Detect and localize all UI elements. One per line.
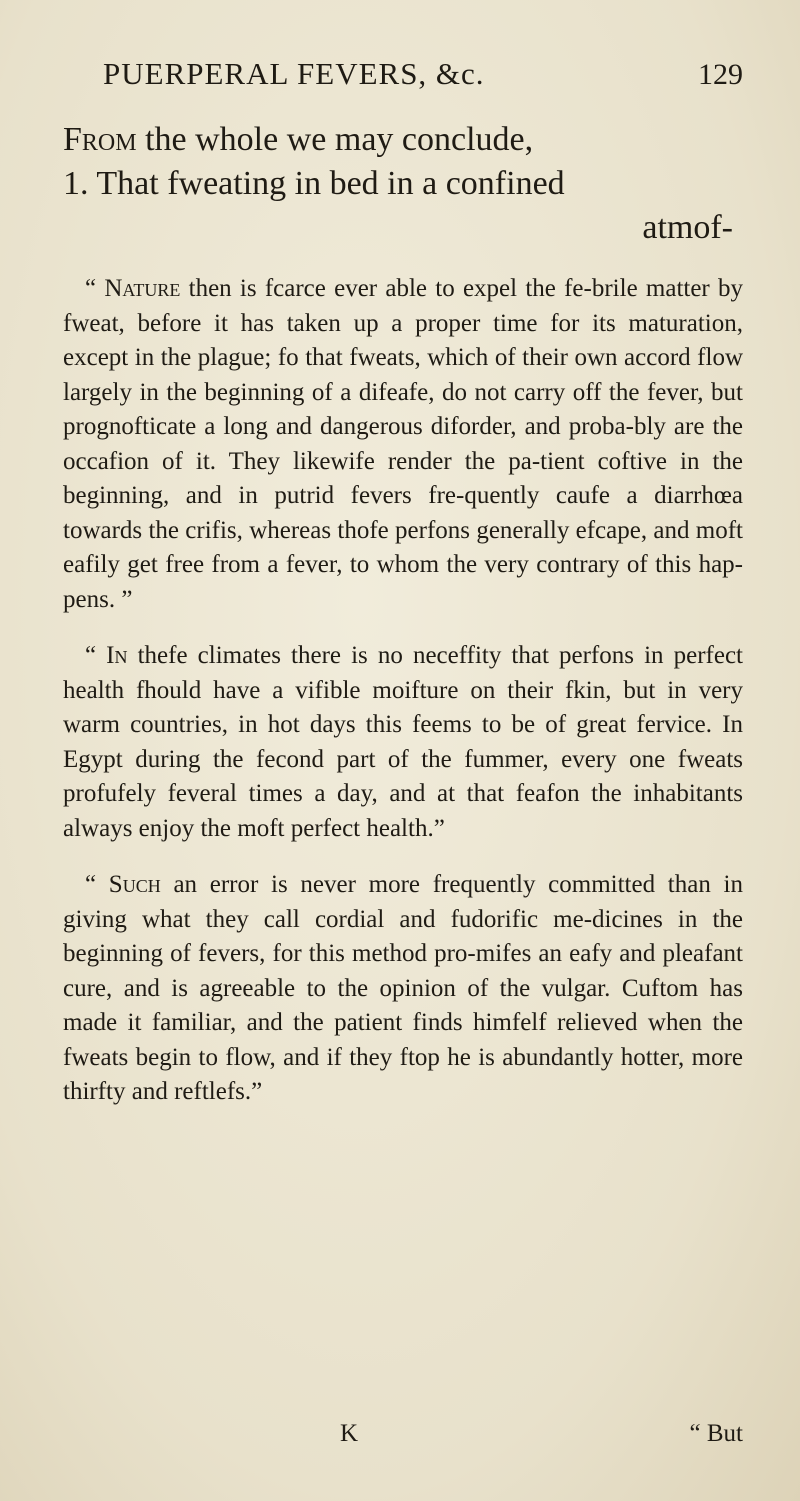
running-head (103, 56, 743, 106)
quote-lead: “ Nature (85, 275, 181, 302)
quote-text: thefe climates there is no neceffity that perfons in perfect health fhould have a vifible moifture on their fkin, but in very warm countries, in hot days this feems to be of great fervice. In Egypt during the fecond part of the fummer, every one fweats profufely feveral times a day, and at that feafon the inhabitants always enjoy the moft perfect health.” (63, 642, 744, 842)
body-text (63, 118, 743, 1110)
quote-text: then is fcarce ever able to expel the fe-brile matter by fweat, before it has taken up a proper time for its maturation, except in the plague; fo that fweats, which of their own accord flow largely in the beginning of a difeafe, do not carry off the fever, but prognofticate a long and dangerous diforder, and proba-bly are the occafion of it. They likewife render the pa-tient coftive in the beginning, and in putrid fevers fre-quently caufe a diarrhœa towards the crifis, whereas thofe perfons generally efcape, and moft eafily get free from a fever, to whom the very contrary of this hap-pens. ” (63, 275, 743, 613)
signature-mark: K (340, 1420, 359, 1447)
quote-lead: “ Such (85, 871, 161, 898)
intro-line-2: 1. That fweating in bed in a confined (63, 165, 565, 202)
quote-paragraph-error (63, 868, 743, 1110)
quote-lead: “ In (85, 642, 128, 669)
intro-line-1: the whole we may conclude, (145, 121, 534, 158)
intro-paragraph (63, 118, 743, 206)
running-title: PUERPERAL FEVERS, &c. (103, 56, 485, 91)
catchword: “ But (689, 1420, 743, 1447)
page-footer (63, 1420, 743, 1454)
intro-line-3: atmof- (642, 209, 733, 246)
quote-paragraph-climates (63, 639, 743, 846)
intro-lead-word: From (63, 121, 137, 158)
quote-paragraph-nature (63, 272, 743, 617)
page-number: 129 (698, 58, 743, 91)
quote-text: an error is never more frequently committed than in giving what they call cordial and fudorific me-dicines in the beginning of fevers, for this method pro-mifes an eafy and pleafant cure, and is agreeable to the opinion of the vulgar. Cuftom has made it familiar, and the patient finds himfelf relieved when the fweats begin to flow, and if they ftop he is abundantly hotter, more thirfty and reftlefs.” (63, 871, 743, 1105)
